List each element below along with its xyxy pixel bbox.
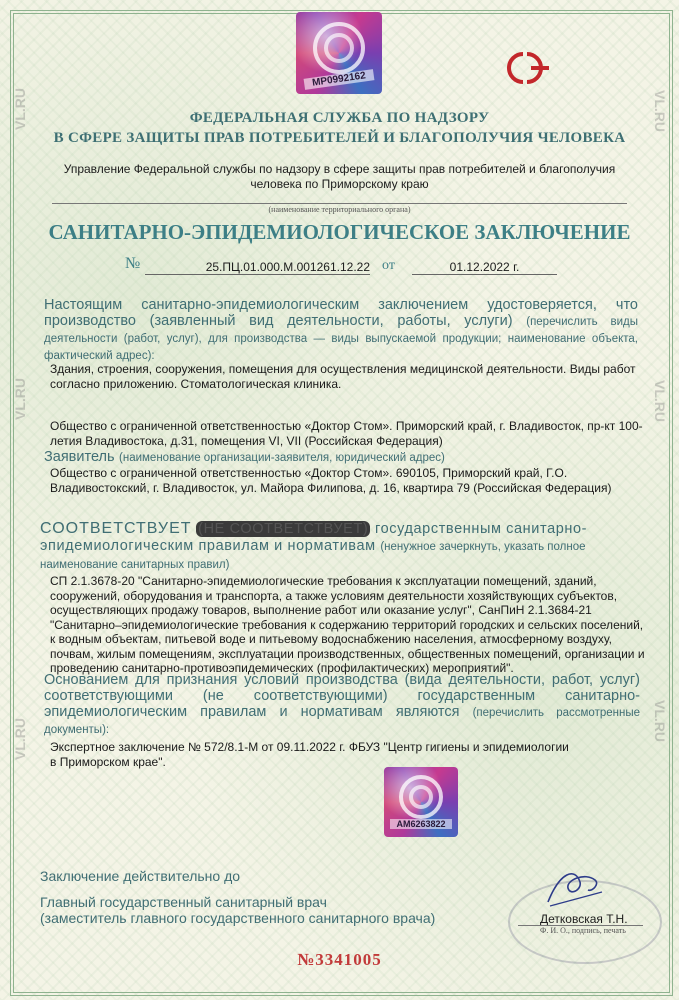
basis-note: (перечислить рассмотренные документы):: [44, 707, 640, 736]
signatory-title: Главный государственный санитарный врач: [40, 894, 327, 910]
validity-label: Заключение действительно до: [40, 868, 241, 884]
document-border: [10, 10, 673, 996]
sanitary-rules: СП 2.1.3678-20 "Санитарно-эпидемиологические требования к эксплуатации помещений, зданий, сооружений, оборудования и транспорта, а также условиям деятельности хозяйствующих субъектов, осуществляющих продажу товаров, выполнение работ или оказание услуг", СанПиН 2.1.3684-21 "Санитарно–эпидемиологические требования к содержанию территорий городских и сельских поселений, к водным объектам, питьевой воде и питьевому водоснабжению населения, атмосферному воздуху, почвам, жилым помещениям, эксплуатации производственных, общественных помещений, организации и проведению санитарно-противоэпидемических (профилактических) мероприятий".: [50, 574, 645, 675]
intro-note: (перечислить виды деятельности (работ, услуг), для производства — виды выпускаемой продукции; наименование объекта, фактический адрес):: [44, 316, 639, 362]
signatory-title-alt: (заместитель главного государственного санитарного врача): [40, 910, 436, 926]
number-prefix: №: [125, 255, 141, 272]
se-logo-icon: [497, 48, 559, 88]
applicant-note: (наименование организации-заявителя, юридический адрес): [119, 452, 445, 464]
office-line2: человека по Приморскому краю: [250, 177, 429, 191]
intro-main: Настоящим санитарно-эпидемиологическим заключением удостоверяется, что производство (заявленный вид деятельности, работы, услуги): [44, 297, 638, 329]
conformity-rest: государственным санитарно-эпидемиологическим правилам и нормативам: [40, 521, 588, 554]
struck-out-option: (НЕ СООТВЕТСТВУЕТ): [198, 521, 369, 537]
document-title: САНИТАРНО-ЭПИДЕМИОЛОГИЧЕСКОЕ ЗАКЛЮЧЕНИЕ: [48, 220, 631, 244]
office-line1: Управление Федеральной службы по надзору в сфере защиты прав потребителей и благополучия: [63, 162, 616, 176]
conformity-statement: [40, 520, 640, 574]
signature-caption: Ф. И. О., подпись, печать: [540, 926, 626, 935]
object-address: Общество с ограниченной ответственностью «Доктор Стом». Приморский край, г. Владивосток, пр-кт 100-летия Владивостока, д.31, помещения VI, VII (Российская Федерация): [50, 419, 643, 448]
conformity-note: (ненужное зачеркнуть, указать полное наименование санитарных правил): [40, 541, 586, 571]
date-prefix: от: [382, 258, 395, 273]
office-underline: [52, 203, 627, 204]
watermark: VL.RU: [652, 90, 668, 132]
expert-conclusion: Экспертное заключение № 572/8.1-М от 09.11.2022 г. ФБУЗ "Центр гигиены и эпидемиологии в Приморском крае".: [50, 740, 569, 769]
watermark: VL.RU: [652, 700, 668, 742]
hologram-serial: АМ6263822: [390, 819, 452, 829]
agency-title-line2: В СФЕРЕ ЗАЩИТЫ ПРАВ ПОТРЕБИТЕЛЕЙ И БЛАГОПОЛУЧИЯ ЧЕЛОВЕКА: [53, 130, 626, 146]
watermark: VL.RU: [652, 380, 668, 422]
applicant-label: Заявитель: [44, 449, 115, 465]
form-serial-number: №3341005: [297, 950, 382, 969]
agency-title-line1: ФЕДЕРАЛЬНАЯ СЛУЖБА ПО НАДЗОРУ: [189, 110, 490, 126]
watermark: VL.RU: [12, 88, 28, 130]
office-caption: (наименование территориального органа): [268, 205, 411, 214]
watermark: VL.RU: [12, 718, 28, 760]
certificate-number: 25.ПЦ.01.000.М.001261.12.22: [145, 260, 370, 275]
applicant-details: Общество с ограниченной ответственностью «Доктор Стом». 690105, Приморский край, Г.О. Владивостокский, г. Владивосток, ул. Майора Филипова, д. 16, квартира 79 (Российская Федерация): [50, 466, 612, 495]
activity-description: Здания, строения, сооружения, помещения для осуществления медицинской деятельности. Виды работ согласно приложению. Стоматологическая клиника.: [50, 362, 636, 391]
certificate-date: 01.12.2022 г.: [412, 260, 557, 275]
hologram-seal-middle: [384, 767, 458, 837]
watermark: VL.RU: [12, 378, 28, 420]
applicant-heading: [44, 448, 644, 466]
hologram-serial: МР0992162: [304, 69, 375, 90]
basis-main: Основанием для признания условий производства (вида деятельности, работ, услуг) соответствующими (не соответствующими) государственным санитарно-эпидемиологическим правилам и нормативам являются: [44, 672, 640, 720]
hologram-seal-top: [296, 12, 382, 94]
conformity-word: СООТВЕТСТВУЕТ: [40, 520, 192, 537]
signatory-name: Детковская Т.Н.: [540, 912, 628, 926]
intro-statement: [44, 297, 638, 364]
basis-statement: [44, 672, 640, 738]
